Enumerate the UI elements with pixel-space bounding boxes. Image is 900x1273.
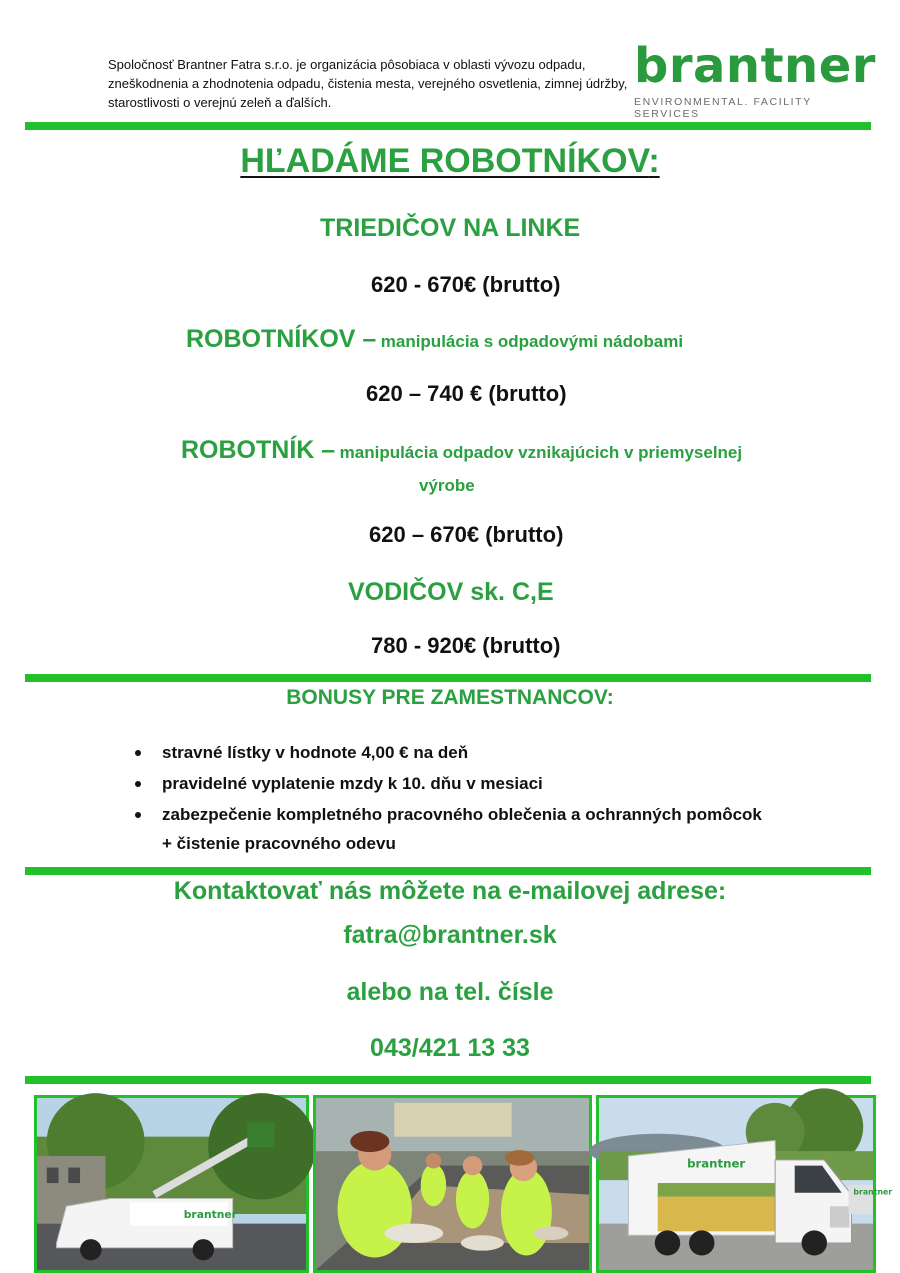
divider-top xyxy=(25,122,871,130)
photo-lift-truck xyxy=(34,1095,309,1273)
bonus-item: pravidelné vyplatenie mzdy k 10. dňu v mesiaci xyxy=(135,769,775,798)
bonuses-list xyxy=(135,738,775,860)
photo-sorting-line xyxy=(313,1095,592,1273)
job-title-worker-industrial: ROBOTNÍK – manipulácia odpadov vznikajúcich v priemyselnej xyxy=(181,436,743,464)
contact-intro: Kontaktovať nás môžete na e-mailovej adrese: xyxy=(173,877,727,905)
job-salary-workers-bins: 620 – 740 € (brutto) xyxy=(366,381,567,406)
bonuses-heading: BONUSY PRE ZAMESTNANCOV: xyxy=(286,686,614,709)
logo-wordmark: brantner xyxy=(634,38,876,94)
photo-garbage-truck xyxy=(596,1095,893,1273)
job-title-workers-bins: ROBOTNÍKOV – manipulácia s odpadovými nádobami xyxy=(186,325,684,353)
logo-tagline: ENVIRONMENTAL. FACILITY SERVICES xyxy=(634,96,812,120)
contact-phone[interactable]: 043/421 13 33 xyxy=(370,1034,530,1062)
sign-brand-text: brantner xyxy=(853,1187,893,1197)
truck-brand-text: brantner xyxy=(687,1156,746,1171)
job-salary-drivers: 780 - 920€ (brutto) xyxy=(371,633,561,658)
divider-photos xyxy=(25,1076,871,1084)
bonus-item: stravné lístky v hodnote 4,00 € na deň xyxy=(135,738,775,767)
page-title: HĽADÁME ROBOTNÍKOV: xyxy=(240,142,660,180)
divider-bonuses xyxy=(25,674,871,682)
job-salary-worker-industrial: 620 – 670€ (brutto) xyxy=(369,522,564,547)
job-title-drivers: VODIČOV sk. C,E xyxy=(348,578,554,606)
job-salary-sorters: 620 - 670€ (brutto) xyxy=(371,272,561,297)
contact-phone-intro: alebo na tel. čísle xyxy=(346,978,554,1006)
brantner-logo xyxy=(630,38,876,120)
company-intro: Spoločnosť Brantner Fatra s.r.o. je organizácia pôsobiaca v oblasti vývozu odpadu, zneškodnenia a zhodnotenia odpadu, čistenia mesta, verejného osvetlenia, zimnej údržby, starostlivosti o verejnú zeleň a ďalších. xyxy=(108,57,628,110)
truck-brand-text: brantner xyxy=(183,1207,238,1221)
job-desc-continued: výrobe xyxy=(419,476,475,495)
divider-contact xyxy=(25,867,871,875)
contact-email[interactable]: fatra@brantner.sk xyxy=(343,921,557,949)
job-title-sorters: TRIEDIČOV NA LINKE xyxy=(320,214,581,242)
bonus-item: zabezpečenie kompletného pracovného oblečenia a ochranných pomôcok + čistenie pracovného odevu xyxy=(135,800,775,858)
